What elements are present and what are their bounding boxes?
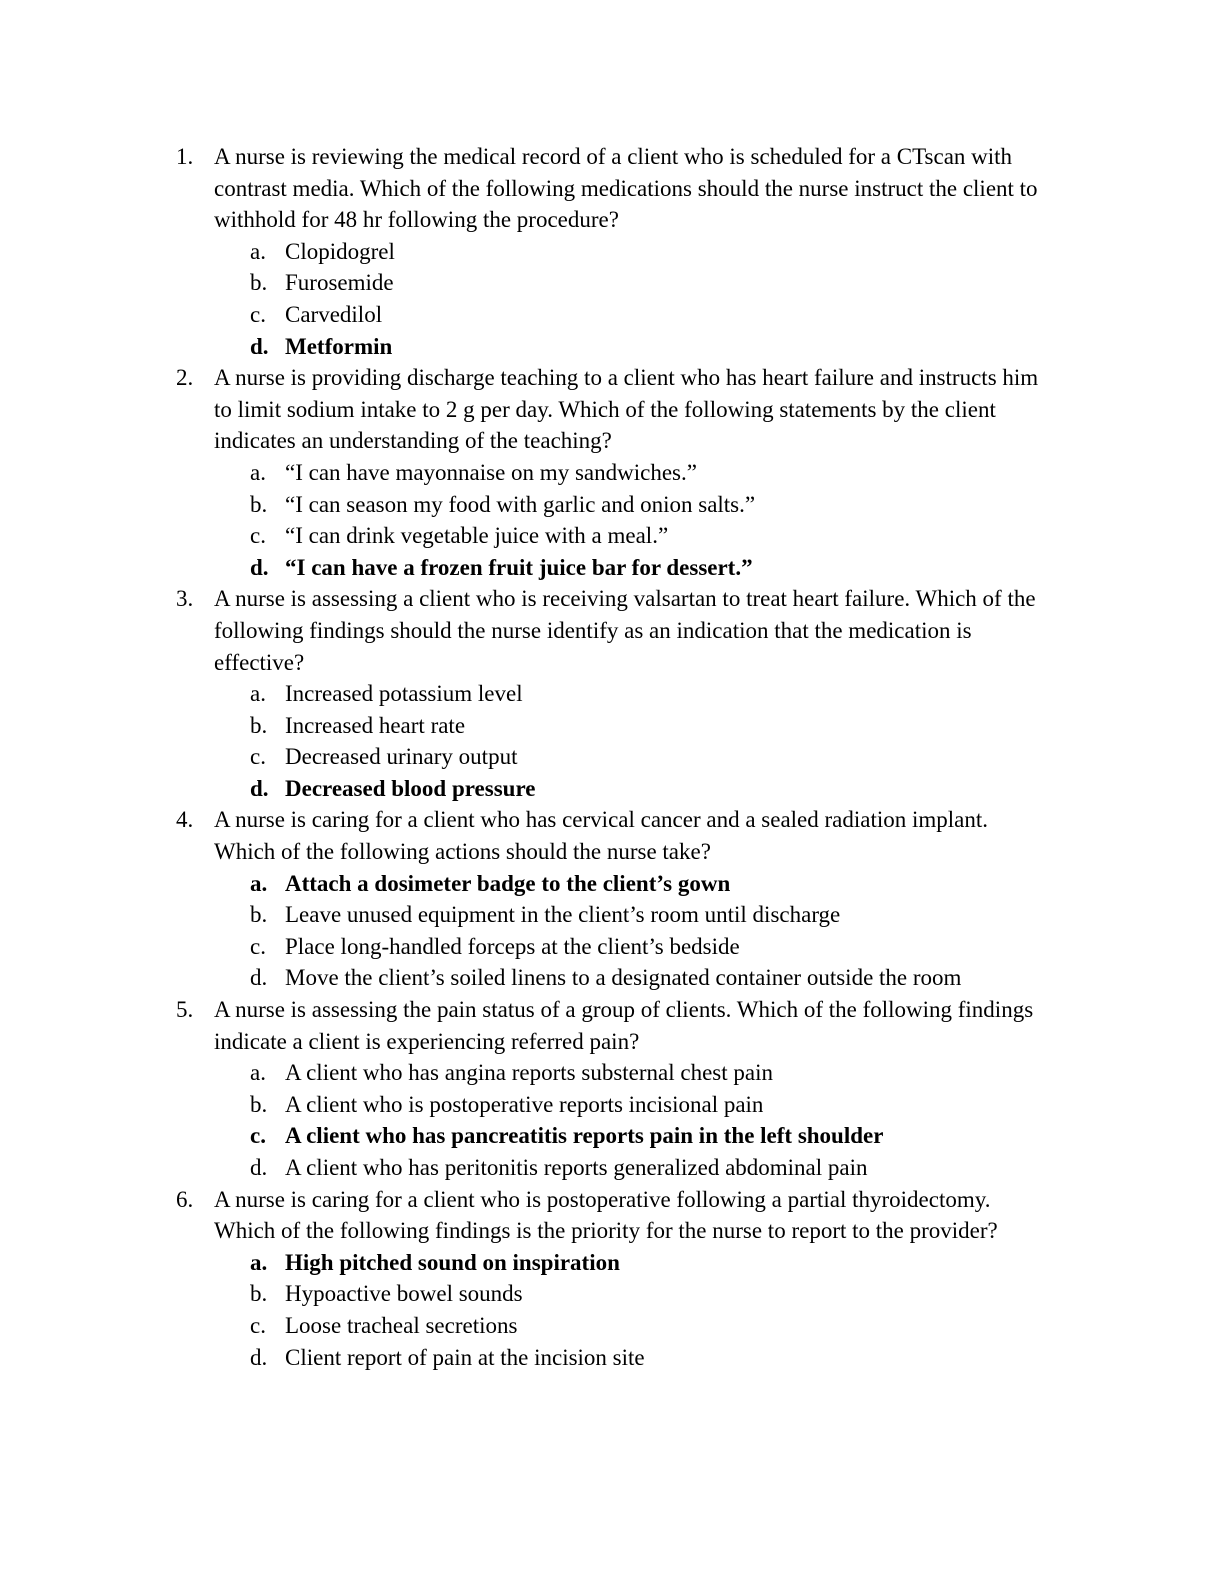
question-stem-text: contrast media. Which of the following medications should the nurse instruct the client to bbox=[214, 175, 1038, 201]
question-stem-line bbox=[0, 362, 1224, 394]
question-stem-line bbox=[0, 425, 1224, 457]
option-letter: d. bbox=[250, 333, 269, 359]
question-stem-text: to limit sodium intake to 2 g per day. Which of the following statements by the client bbox=[214, 396, 996, 422]
answer-option bbox=[0, 1152, 1224, 1184]
option-letter: b. bbox=[250, 270, 268, 296]
option-text: A client who has pancreatitis reports pain in the left shoulder bbox=[285, 1123, 884, 1149]
option-text: Move the client’s soiled linens to a designated container outside the room bbox=[285, 965, 962, 991]
option-text: Loose tracheal secretions bbox=[285, 1312, 518, 1338]
option-letter: b. bbox=[250, 1091, 268, 1117]
question-block bbox=[0, 583, 1224, 804]
answer-option bbox=[0, 1089, 1224, 1121]
option-text: “I can drink vegetable juice with a meal.” bbox=[285, 523, 669, 549]
option-text: High pitched sound on inspiration bbox=[285, 1249, 620, 1275]
option-text: A client who is postoperative reports incisional pain bbox=[285, 1091, 764, 1117]
option-letter: a. bbox=[250, 1060, 266, 1086]
answer-option-correct bbox=[0, 552, 1224, 584]
option-text: Furosemide bbox=[285, 270, 394, 296]
question-stem-text: A nurse is reviewing the medical record of a client who is scheduled for a CTscan with bbox=[214, 144, 1013, 169]
option-letter: c. bbox=[250, 1123, 266, 1149]
answer-option bbox=[0, 236, 1224, 268]
question-stem-line bbox=[0, 1184, 1224, 1216]
question-stem-text: Which of the following findings is the priority for the nurse to report to the provider? bbox=[214, 1218, 998, 1244]
question-number: 2. bbox=[176, 365, 194, 391]
option-letter: b. bbox=[250, 712, 268, 738]
question-stem-text: A nurse is caring for a client who has cervical cancer and a sealed radiation implant. bbox=[214, 807, 989, 833]
option-letter: c. bbox=[250, 301, 266, 327]
option-text: Leave unused equipment in the client’s room until discharge bbox=[285, 902, 841, 928]
option-text: Metformin bbox=[285, 333, 393, 359]
answer-option-correct bbox=[0, 331, 1224, 363]
option-letter: d. bbox=[250, 1155, 268, 1180]
answer-option bbox=[0, 1342, 1224, 1374]
question-stem-line bbox=[0, 615, 1224, 647]
option-letter: c. bbox=[250, 523, 266, 549]
answer-option bbox=[0, 741, 1224, 773]
question-stem-text: Which of the following actions should the nurse take? bbox=[214, 839, 711, 865]
option-text: A client who has angina reports substernal chest pain bbox=[285, 1060, 773, 1086]
question-number: 6. bbox=[176, 1186, 194, 1212]
answer-option-correct bbox=[0, 868, 1224, 900]
option-text: “I can have mayonnaise on my sandwiches.” bbox=[285, 459, 697, 485]
question-block bbox=[0, 362, 1224, 583]
question-stem-line bbox=[0, 1026, 1224, 1058]
question-stem-line bbox=[0, 994, 1224, 1026]
option-text: Decreased blood pressure bbox=[285, 775, 536, 801]
question-stem-text: withhold for 48 hr following the procedure? bbox=[214, 207, 619, 233]
question-stem-text: indicate a client is experiencing referred pain? bbox=[214, 1028, 640, 1054]
question-stem-text: effective? bbox=[214, 649, 305, 675]
answer-option bbox=[0, 710, 1224, 742]
option-text: Decreased urinary output bbox=[285, 744, 518, 770]
answer-option bbox=[0, 1057, 1224, 1089]
question-stem-line bbox=[0, 394, 1224, 426]
question-stem-line bbox=[0, 141, 1224, 173]
question-block bbox=[0, 1184, 1224, 1374]
document-page bbox=[0, 141, 1224, 1373]
option-text: Client report of pain at the incision site bbox=[285, 1344, 645, 1370]
option-text: A client who has peritonitis reports generalized abdominal pain bbox=[285, 1155, 868, 1180]
question-stem-line bbox=[0, 836, 1224, 868]
question-number: 4. bbox=[176, 807, 194, 833]
option-text: Increased heart rate bbox=[285, 712, 466, 738]
question-number: 1. bbox=[176, 144, 194, 169]
answer-option bbox=[0, 299, 1224, 331]
answer-option bbox=[0, 899, 1224, 931]
option-letter: d. bbox=[250, 775, 269, 801]
option-text: Attach a dosimeter badge to the client’s gown bbox=[285, 870, 731, 896]
question-stem-text: following findings should the nurse identify as an indication that the medication is bbox=[214, 617, 972, 643]
question-block bbox=[0, 804, 1224, 994]
question-stem-text: A nurse is caring for a client who is postoperative following a partial thyroidectomy. bbox=[214, 1186, 991, 1212]
question-number: 3. bbox=[176, 586, 194, 612]
option-letter: b. bbox=[250, 1281, 268, 1307]
option-letter: d. bbox=[250, 1344, 268, 1370]
option-letter: c. bbox=[250, 1312, 266, 1338]
answer-option bbox=[0, 1310, 1224, 1342]
question-stem-line bbox=[0, 583, 1224, 615]
option-letter: b. bbox=[250, 902, 268, 928]
option-letter: d. bbox=[250, 965, 268, 991]
option-text: “I can have a frozen fruit juice bar for dessert.” bbox=[285, 554, 753, 580]
option-text: Increased potassium level bbox=[285, 681, 523, 707]
option-text: Clopidogrel bbox=[285, 238, 395, 264]
answer-option bbox=[0, 931, 1224, 963]
question-block bbox=[0, 141, 1224, 362]
option-letter: c. bbox=[250, 933, 266, 959]
answer-option bbox=[0, 678, 1224, 710]
option-letter: a. bbox=[250, 681, 266, 707]
question-stem-text: A nurse is assessing the pain status of a group of clients. Which of the following findings bbox=[214, 997, 1034, 1023]
option-letter: a. bbox=[250, 459, 266, 485]
option-letter: a. bbox=[250, 870, 268, 896]
question-stem-line bbox=[0, 647, 1224, 679]
option-text: Carvedilol bbox=[285, 301, 383, 327]
question-stem-line bbox=[0, 173, 1224, 205]
option-letter: a. bbox=[250, 1249, 268, 1275]
option-text: Hypoactive bowel sounds bbox=[285, 1281, 523, 1307]
answer-option bbox=[0, 489, 1224, 521]
answer-option-correct bbox=[0, 1247, 1224, 1279]
answer-option bbox=[0, 457, 1224, 489]
question-stem-line bbox=[0, 204, 1224, 236]
question-stem-text: indicates an understanding of the teaching? bbox=[214, 428, 612, 454]
option-text: “I can season my food with garlic and onion salts.” bbox=[285, 491, 756, 517]
answer-option-correct bbox=[0, 1120, 1224, 1152]
answer-option bbox=[0, 1278, 1224, 1310]
option-text: Place long-handled forceps at the client’s bedside bbox=[285, 933, 740, 959]
question-stem-line bbox=[0, 1215, 1224, 1247]
option-letter: b. bbox=[250, 491, 268, 517]
answer-option bbox=[0, 267, 1224, 299]
question-stem-text: A nurse is providing discharge teaching to a client who has heart failure and instructs him bbox=[214, 365, 1039, 391]
answer-option bbox=[0, 962, 1224, 994]
option-letter: d. bbox=[250, 554, 269, 580]
question-number: 5. bbox=[176, 997, 194, 1023]
answer-option-correct bbox=[0, 773, 1224, 805]
option-letter: a. bbox=[250, 238, 266, 264]
question-block bbox=[0, 994, 1224, 1184]
question-stem-line bbox=[0, 804, 1224, 836]
answer-option bbox=[0, 520, 1224, 552]
question-stem-text: A nurse is assessing a client who is receiving valsartan to treat heart failure. Which of the bbox=[214, 586, 1036, 612]
option-letter: c. bbox=[250, 744, 266, 770]
